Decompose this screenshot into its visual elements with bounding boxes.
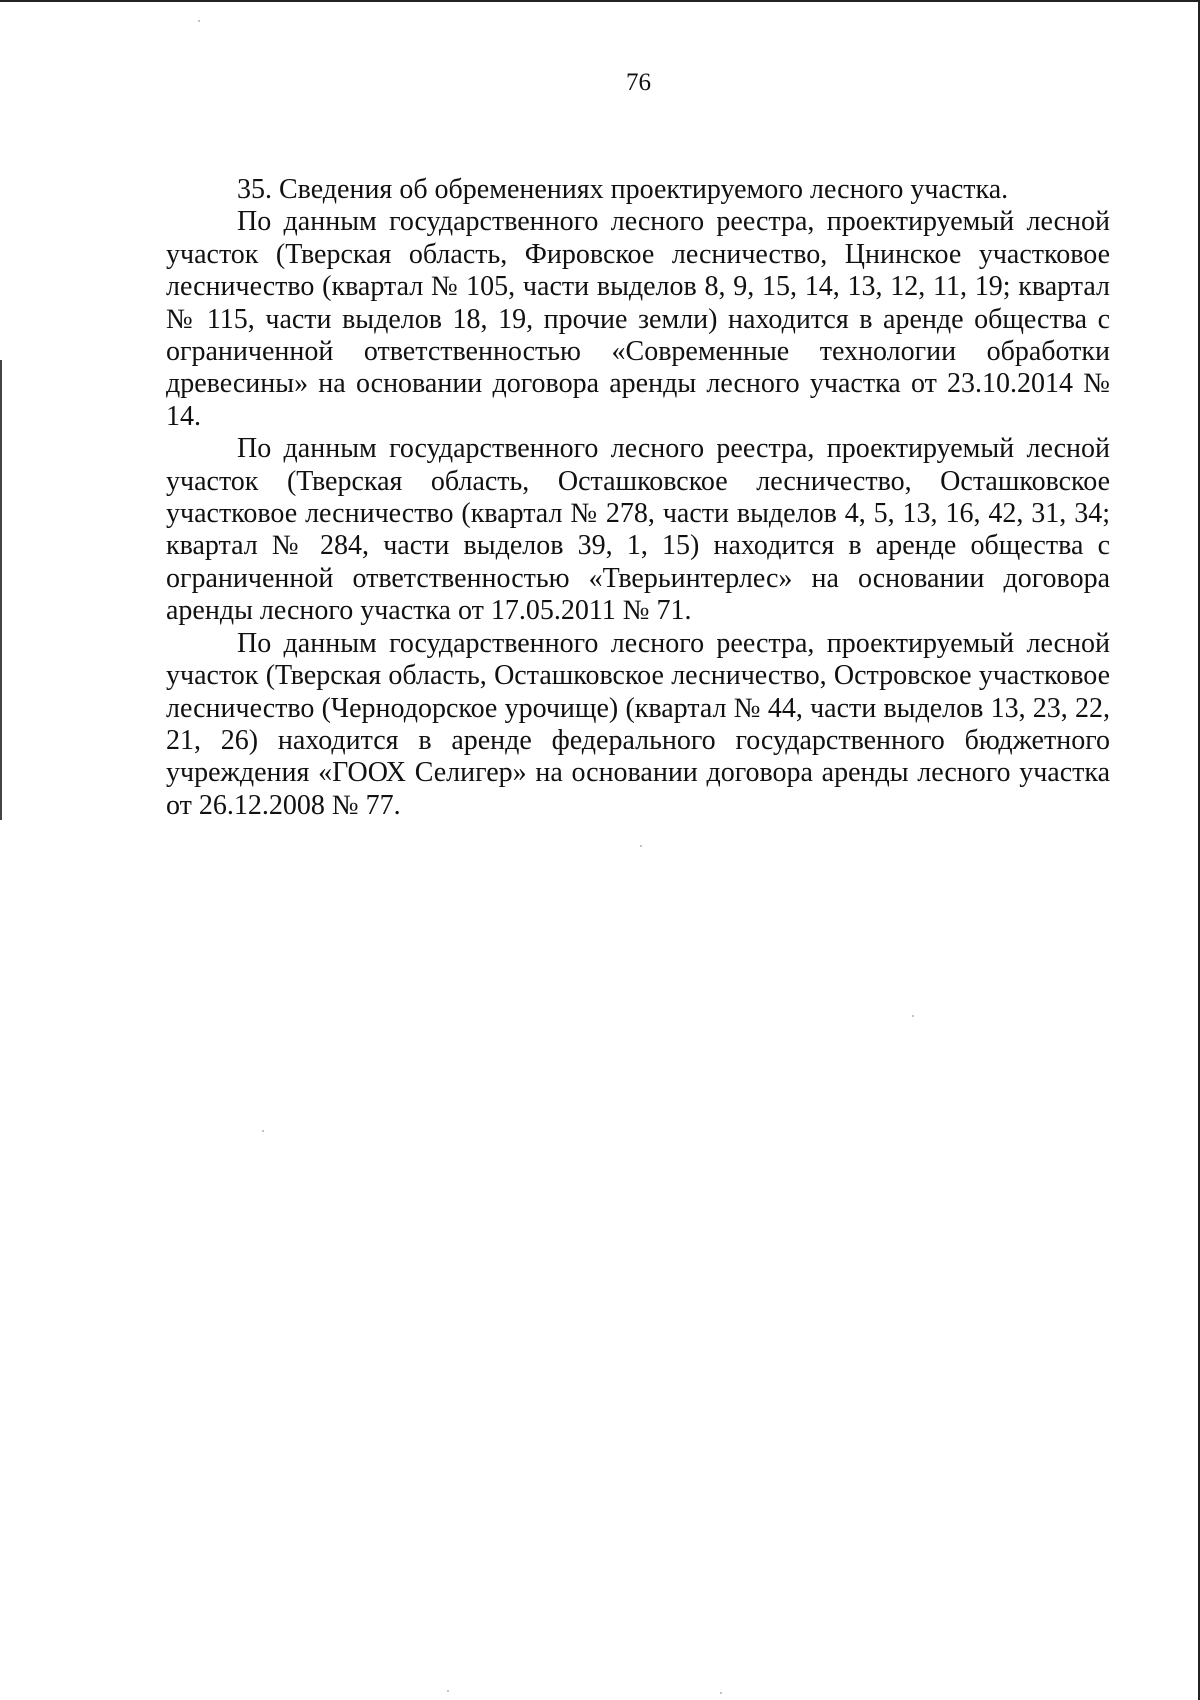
scan-speck bbox=[447, 1690, 449, 1692]
scan-edge-left bbox=[0, 360, 2, 820]
scan-speck bbox=[720, 1692, 722, 1694]
page-number: 76 bbox=[626, 69, 651, 96]
scan-speck bbox=[262, 1130, 264, 1132]
scan-speck bbox=[640, 845, 642, 847]
paragraph: По данным государственного лесного реестра, проектируемый лесной участок (Тверская область, Осташковское лесничество, Островское участковое лесничество (Чернодорское урочище) (квартал № 44, части выделов 13, 23, 22, 21, 26) находится в аренде федерального государственного бюджетного учреждения «ГООХ Селигер» на основании договора аренды лесного участка от 26.12.2008 № 77. bbox=[166, 627, 1110, 821]
paragraph: По данным государственного лесного реестра, проектируемый лесной участок (Тверская область, Фировское лесничество, Цнинское участковое лесничество (квартал № 105, части выделов 8, 9, 15, 14, 13, 12, 11, 19; квартал № 115, части выделов 18, 19, прочие земли) находится в аренде общества с ограниченной ответственностью «Современные технологии обработки древесины» на основании договора аренды лесного участка от 23.10.2014 № 14. bbox=[166, 206, 1110, 432]
document-body bbox=[166, 174, 1110, 822]
paragraph: По данным государственного лесного реестра, проектируемый лесной участок (Тверская область, Осташковское лесничество, Осташковское участковое лесничество (квартал № 278, части выделов 4, 5, 13, 16, 42, 31, 34; квартал № 284, части выделов 39, 1, 15) находится в аренде общества с ограниченной ответственностью «Тверьинтерлес» на основании договора аренды лесного участка от 17.05.2011 № 71. bbox=[166, 433, 1110, 627]
scan-speck bbox=[912, 1015, 914, 1017]
section-heading: 35. Сведения об обременениях проектируемого лесного участка. bbox=[237, 174, 1009, 205]
scan-speck bbox=[198, 20, 200, 22]
scan-edge-top bbox=[0, 0, 1200, 2]
